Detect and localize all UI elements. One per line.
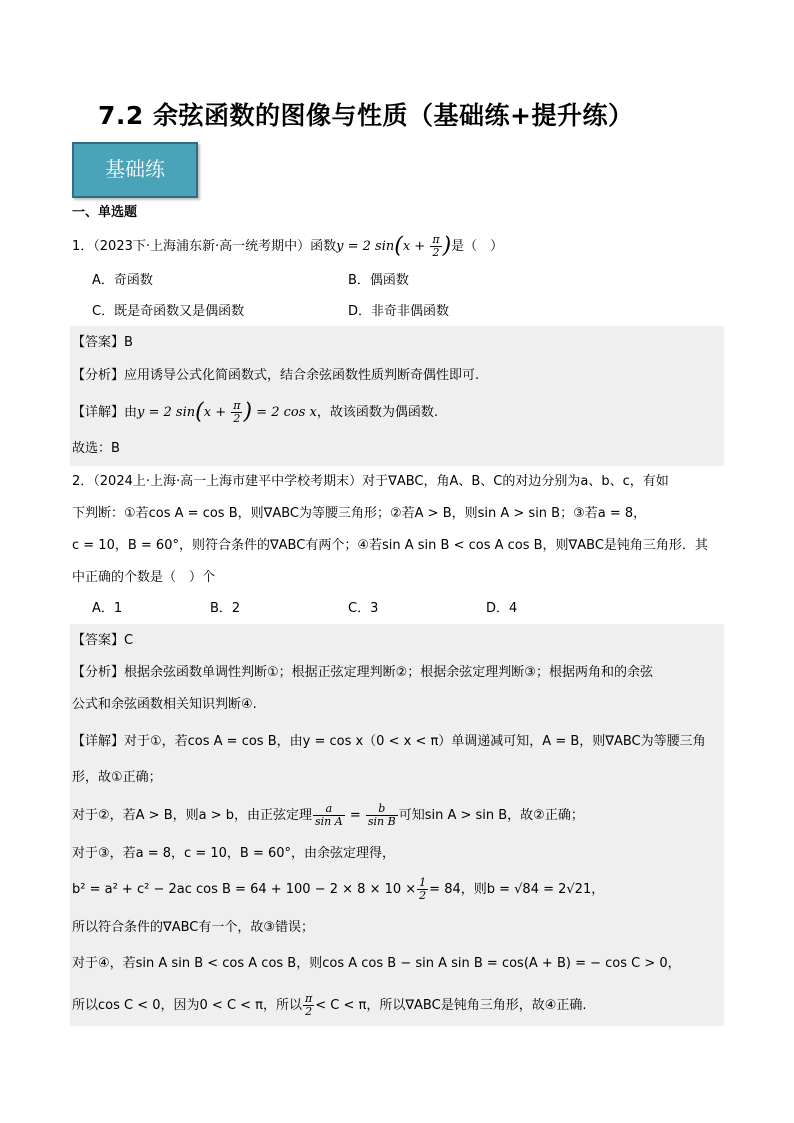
q2-detail-5a: b² = a² + c² − 2ac cos B = 64 + 100 − 2 × 8 × 10 × xyxy=(72,882,417,897)
q2-detail-7: 对于④，若sin A sin B < cos A cos B，则cos A cos B − sin A sin B = cos(A + B) = − cos C > 0， xyxy=(72,956,681,971)
q1-stem-suffix: 是（ ） xyxy=(451,239,504,254)
q1-option-c: C．既是奇函数又是偶函数 xyxy=(92,304,245,319)
q2-sine-law-fraction-2: $\frac{b}{\text{sin B}}$ xyxy=(367,802,396,828)
q1-option-b: B．偶函数 xyxy=(348,273,409,288)
q2-sine-law-fraction-1: $\frac{a}{\text{sin A}}$ xyxy=(315,802,343,828)
q2-detail-5b: = 84，则b = √84 = 2√21， xyxy=(429,882,605,897)
q2-half-fraction: $\frac{1}{2}$ xyxy=(419,876,427,902)
q2-detail-3b: 可知sin A > sin B，故②正确； xyxy=(398,808,584,823)
q2-analysis-2: 公式和余弦函数相关知识判断④. xyxy=(72,697,257,712)
q2-line-2: 下判断：①若cos A = cos B，则∇ABC为等腰三角形；②若A > B，则sin A > sin B；③若a = 8， xyxy=(72,506,647,521)
q2-detail-8 xyxy=(72,990,586,1022)
q2-detail-4: 对于③，若a = 8，c = 10，B = 60°，由余弦定理得， xyxy=(72,846,396,861)
q1-option-d: D．非奇非偶函数 xyxy=(348,304,450,319)
q1-answer: 【答案】B xyxy=(72,335,133,350)
q2-detail-3: 对于②，若A > B，则a > b，由正弦定理 $\frac{a}{\text{sin A}}$ = $\frac{b}{\text{sin B}}$ 可知sin A > sin B，故②正确； xyxy=(72,802,584,828)
q1-formula: y = 2 sin(x + $\frac{\pi}{2}$ ) xyxy=(336,233,452,259)
q2-detail-8a: 所以cos C < 0，因为0 < C < π，所以 xyxy=(72,998,303,1013)
q2-detail-5 xyxy=(72,874,604,906)
q1-detail-prefix: 由 xyxy=(124,405,138,420)
q2-option-a: A．1 xyxy=(92,601,123,616)
q2-detail-2: 形，故①正确； xyxy=(72,770,162,785)
q1-analysis: 【分析】应用诱导公式化简函数式，结合余弦函数性质判断奇偶性即可. xyxy=(72,368,480,383)
q2-detail-1: 【详解】对于①，若cos A = cos B，由y = cos x（0 < x < π）单调递减可知，A = B，则∇ABC为等腰三角 xyxy=(72,734,706,749)
q2-answer: 【答案】C xyxy=(72,633,134,648)
q2-option-b: B．2 xyxy=(210,601,241,616)
section-tag: 基础练 xyxy=(72,142,198,198)
q2-option-c: C．3 xyxy=(348,601,379,616)
q2-line-1: 2．（2024上·上海·高一上海市建平中学校考期末）对于∇ABC，角A、B、C的对边分别为a、b、c，有如 xyxy=(72,474,669,489)
q1-detail-suffix: ，故该函数为偶函数. xyxy=(316,405,439,420)
q1-detail-label: 【详解】 xyxy=(72,405,125,420)
section-heading: 一、单选题 xyxy=(72,205,138,220)
page-title: 7.2 余弦函数的图像与性质（基础练+提升练） xyxy=(98,101,634,130)
q2-line-4: 中正确的个数是（ ）个 xyxy=(72,570,216,585)
q2-line-3: c = 10，B = 60°，则符合条件的∇ABC有两个；④若sin A sin B < cos A cos B，则∇ABC是钝角三角形．其 xyxy=(72,538,708,553)
q2-option-d: D．4 xyxy=(486,601,518,616)
q1-solution-block xyxy=(70,326,724,466)
q1-detail-formula: y = 2 sin(x + $\frac{\pi}{2}$ ) = 2 cos x xyxy=(137,399,317,425)
q1-option-a: A．奇函数 xyxy=(92,273,153,288)
q1-choose: 故选：B xyxy=(72,441,120,456)
q2-detail-3a: 对于②，若A > B，则a > b，由正弦定理 xyxy=(72,808,312,823)
q2-detail-6: 所以符合条件的∇ABC有一个，故③错误； xyxy=(72,920,315,935)
q1-stem xyxy=(72,234,503,259)
q1-stem-prefix: 1．（2023下·上海浦东新·高一统考期中）函数 xyxy=(72,239,337,254)
q1-detail xyxy=(72,400,438,425)
q2-pi-half-fraction: $\frac{\pi}{2}$ xyxy=(305,992,313,1018)
q2-detail-8b: < C < π，所以∇ABC是钝角三角形，故④正确. xyxy=(315,998,587,1013)
q2-analysis-1: 【分析】根据余弦函数单调性判断①；根据正弦定理判断②；根据余弦定理判断③；根据两角和的余弦 xyxy=(72,665,653,680)
